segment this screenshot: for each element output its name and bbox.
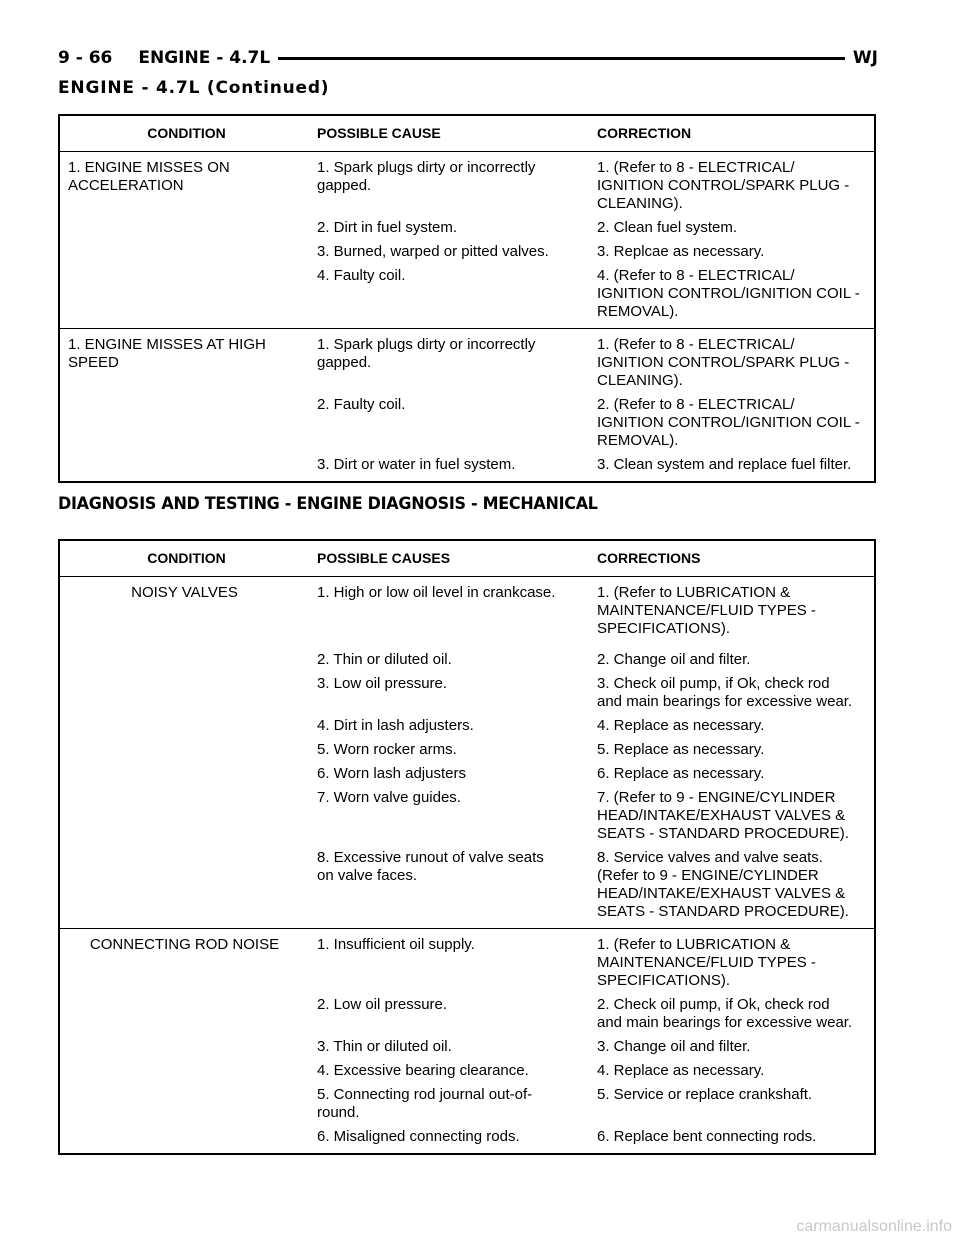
correction-cell: 5. Replace as necessary. [597,741,765,758]
correction-cell: 6. Replace as necessary. [597,765,765,782]
cause-cell: 3. Dirt or water in fuel system. [317,456,516,473]
correction-cell: 3. Change oil and filter. [597,1038,751,1055]
table-row [59,929,875,994]
column-header-condition: CONDITION [59,115,309,152]
correction-cell: 7. (Refer to 9 - ENGINE/CYLINDER HEAD/INTAKE/EXHAUST VALVES & SEATS - STANDARD PROCEDURE). [597,789,849,842]
section-title: ENGINE - 4.7L [138,48,271,68]
table-row [59,1035,875,1059]
table-row [59,577,875,649]
table-row [59,240,875,264]
condition-cell [59,216,309,240]
cause-cell: 1. Spark plugs dirty or incorrectly gapped. [317,159,536,194]
table-row [59,152,875,217]
cause-cell: 6. Misaligned connecting rods. [317,1128,520,1145]
correction-cell: 3. Check oil pump, if Ok, check rod and main bearings for excessive wear. [597,675,853,710]
cause-cell: 4. Excessive bearing clearance. [317,1062,529,1079]
table-row [59,714,875,738]
table-row [59,738,875,762]
cause-cell: 2. Dirt in fuel system. [317,219,458,236]
correction-cell: 3. Clean system and replace fuel filter. [597,456,852,473]
table-row [59,786,875,846]
table-row [59,216,875,240]
correction-cell: 2. (Refer to 8 - ELECTRICAL/ IGNITION CONTROL/IGNITION COIL - REMOVAL). [597,396,860,449]
correction-cell: 4. (Refer to 8 - ELECTRICAL/ IGNITION CONTROL/IGNITION COIL - REMOVAL). [597,267,860,320]
condition-cell [59,672,309,714]
condition-cell: 1. ENGINE MISSES ON ACCELERATION [68,159,230,194]
correction-cell: 6. Replace bent connecting rods. [597,1128,817,1145]
header-rule [278,57,845,60]
table-row [59,993,875,1035]
column-header-cause: POSSIBLE CAUSE [309,115,589,152]
condition-cell [59,714,309,738]
table-header-row [59,540,875,577]
table-row [59,762,875,786]
correction-cell: 1. (Refer to LUBRICATION & MAINTENANCE/FLUID TYPES - SPECIFICATIONS). [589,929,875,994]
correction-cell: 1. (Refer to 8 - ELECTRICAL/ IGNITION CONTROL/SPARK PLUG - CLEANING). [597,159,850,212]
column-header-causes: POSSIBLE CAUSES [309,540,589,577]
page-number: 9 - 66 [58,48,113,68]
condition-cell: NOISY VALVES [131,584,238,601]
mechanical-diagnosis-table [58,539,876,1155]
column-header-correction: CORRECTION [589,115,875,152]
cause-cell: 1. High or low oil level in crankcase. [317,584,556,601]
cause-cell: 4. Dirt in lash adjusters. [317,717,474,734]
table-row [59,1083,875,1125]
condition-cell [59,738,309,762]
correction-cell: 1. (Refer to LUBRICATION & MAINTENANCE/FLUID TYPES - SPECIFICATIONS). [597,584,816,637]
cause-cell: 3. Thin or diluted oil. [317,1038,452,1055]
diagnosis-heading: DIAGNOSIS AND TESTING - ENGINE DIAGNOSIS - MECHANICAL [58,494,598,514]
table-header-row [59,115,875,152]
condition-cell [59,1125,309,1154]
cause-cell: 1. Insufficient oil supply. [309,929,589,994]
correction-cell: 8. Service valves and valve seats. (Refer to 9 - ENGINE/CYLINDER HEAD/INTAKE/EXHAUST VALVES & SEATS - STANDARD PROCEDURE). [597,849,849,920]
column-header-condition: CONDITION [59,540,309,577]
condition-cell [59,1059,309,1083]
table-row [59,393,875,453]
condition-cell [59,993,309,1035]
correction-cell: 1. (Refer to 8 - ELECTRICAL/ IGNITION CONTROL/SPARK PLUG - CLEANING). [589,329,875,394]
condition-cell [59,846,309,929]
correction-cell: 3. Replcae as necessary. [597,243,765,260]
condition-cell [59,393,309,453]
cause-cell: 1. Spark plugs dirty or incorrectly gapped. [309,329,589,394]
correction-cell: 4. Replace as necessary. [597,1062,765,1079]
correction-cell: 2. Clean fuel system. [597,219,738,236]
condition-cell [59,1035,309,1059]
correction-cell: 5. Service or replace crankshaft. [597,1086,813,1103]
watermark: carmanualsonline.info [796,1218,952,1235]
condition-cell [59,648,309,672]
correction-cell: 2. Check oil pump, if Ok, check rod and main bearings for excessive wear. [597,996,853,1031]
table-row [59,648,875,672]
cause-cell: 5. Worn rocker arms. [317,741,457,758]
cause-cell: 4. Faulty coil. [317,267,406,284]
table-row [59,672,875,714]
cause-cell: 2. Thin or diluted oil. [317,651,452,668]
table-row [59,1059,875,1083]
misfire-diagnosis-table [58,114,876,483]
condition-cell [59,1083,309,1125]
cause-cell: 6. Worn lash adjusters [317,765,466,782]
condition-cell: CONNECTING ROD NOISE [59,929,309,994]
table-row [59,264,875,329]
correction-cell: 4. Replace as necessary. [597,717,765,734]
cause-cell: 7. Worn valve guides. [317,789,461,806]
condition-cell [59,264,309,329]
vehicle-code: WJ [852,48,878,68]
column-header-corrections: CORRECTIONS [589,540,875,577]
condition-cell: 1. ENGINE MISSES AT HIGH SPEED [59,329,309,394]
condition-cell [59,240,309,264]
cause-cell: 2. Faulty coil. [317,396,406,413]
table-row [59,329,875,394]
continued-title: ENGINE - 4.7L (Continued) [58,78,330,98]
cause-cell: 3. Burned, warped or pitted valves. [317,243,549,260]
correction-cell: 2. Change oil and filter. [597,651,751,668]
page-header [58,44,878,72]
table-row [59,846,875,929]
cause-cell: 8. Excessive runout of valve seats on valve faces. [317,849,544,884]
table-row [59,453,875,482]
cause-cell: 3. Low oil pressure. [317,675,448,692]
cause-cell: 5. Connecting rod journal out-of- round. [317,1086,533,1121]
cause-cell: 2. Low oil pressure. [317,996,448,1013]
condition-cell [59,762,309,786]
table-row [59,1125,875,1154]
condition-cell [59,786,309,846]
condition-cell [59,453,309,482]
